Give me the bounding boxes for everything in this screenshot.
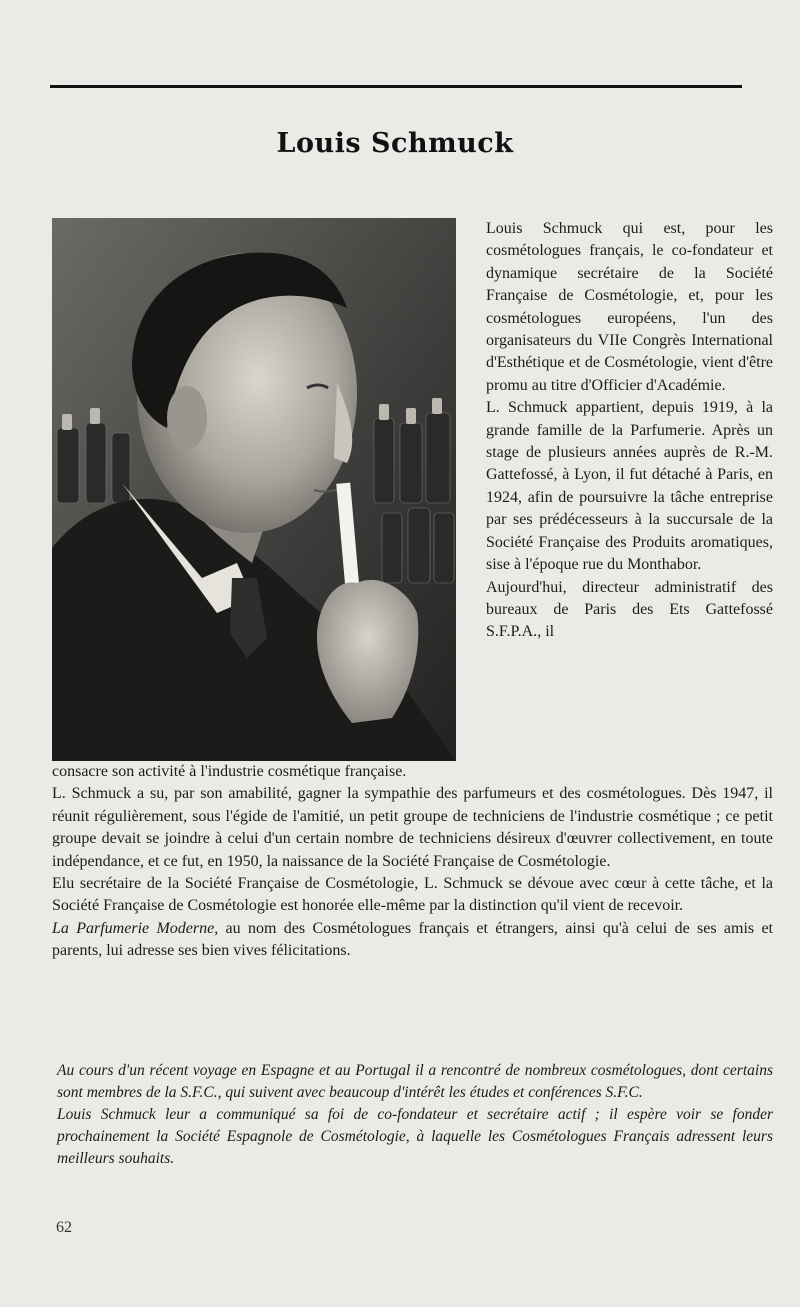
article-title: Louis Schmuck [276, 128, 514, 159]
paragraph-career: L. Schmuck appartient, depuis 1919, à la grande famille de la Parfumerie. Après un stage de plusieurs années auprès de R.-M. Gattefossé, à Lyon, il fut détaché à Paris, en 1924, afin de poursuivre la tâche entreprise par ses prédécesseurs à la succursale de la Société Française des Produits aromatiques, sise à l'époque rue du Monthabor. [486, 399, 773, 574]
page-number: 62 [56, 1219, 72, 1236]
paragraph-today: Aujourd'hui, directeur administratif des bureaux de Paris des Ets Gattefossé S.F.P.A., il [486, 578, 773, 641]
paragraph-secretary: Elu secrétaire de la Société Française de Cosmétologie, L. Schmuck se dévoue avec cœur à cette tâche, et la Société Française de Cosmétologie est honorée elle-même par la distinction qu'il vient de recevoir. [52, 875, 773, 915]
paragraph-congratulations [52, 918, 773, 963]
article-column-text [486, 218, 773, 644]
closing-note [57, 1060, 773, 1170]
portrait-illustration [52, 218, 456, 761]
article-body-text [52, 761, 773, 963]
paragraph-continuation: consacre son activité à l'industrie cosmétique française. [52, 763, 407, 780]
closing-paragraph-spain: Louis Schmuck leur a communiqué sa foi de co-fondateur et secrétaire actif ; il espère voir se fonder prochainement la Société Espagnole de Cosmétologie, à laquelle les Cosmétologues Français adressent leurs meilleurs souhaits. [57, 1106, 773, 1167]
portrait-photo [52, 218, 456, 761]
paragraph-intro: Louis Schmuck qui est, pour les cosmétologues français, le co-fondateur et dynamique secrétaire de la Société Française de Cosmétologie, et, pour les cosmétologues européens, l'un des organisateurs du VIIe Congrès International d'Esthétique et de Cosmétologie, vient d'être promu au titre d'Officier d'Académie. [486, 220, 773, 394]
header-rule [50, 85, 742, 88]
journal-name: La Parfumerie Moderne, [52, 919, 219, 937]
closing-paragraph-travel: Au cours d'un récent voyage en Espagne et au Portugal il a rencontré de nombreux cosmétologues, dont certains sont membres de la S.F.C., qui suivent avec beaucoup d'intérêt les études et conférences S.F.C. [57, 1062, 773, 1101]
paragraph-sympathy: L. Schmuck a su, par son amabilité, gagner la sympathie des parfumeurs et des cosmétologues. Dès 1947, il réunit régulièrement, sous l'égide de l'amitié, un petit groupe de techniciens de l'industrie cosmétique ; ce petit groupe devait se joindre à celui d'un certain nombre de techniciens désireux d'œuvrer collectivement, en toute indépendance, et ce fut, en 1950, la naissance de la Société Française de Cosmétologie. [52, 785, 773, 870]
congratulations-text: au nom des Cosmétologues français et étrangers, ainsi qu'à celui de ses amis et parents, lui adresse ses bien vives félicitations. [52, 919, 774, 960]
